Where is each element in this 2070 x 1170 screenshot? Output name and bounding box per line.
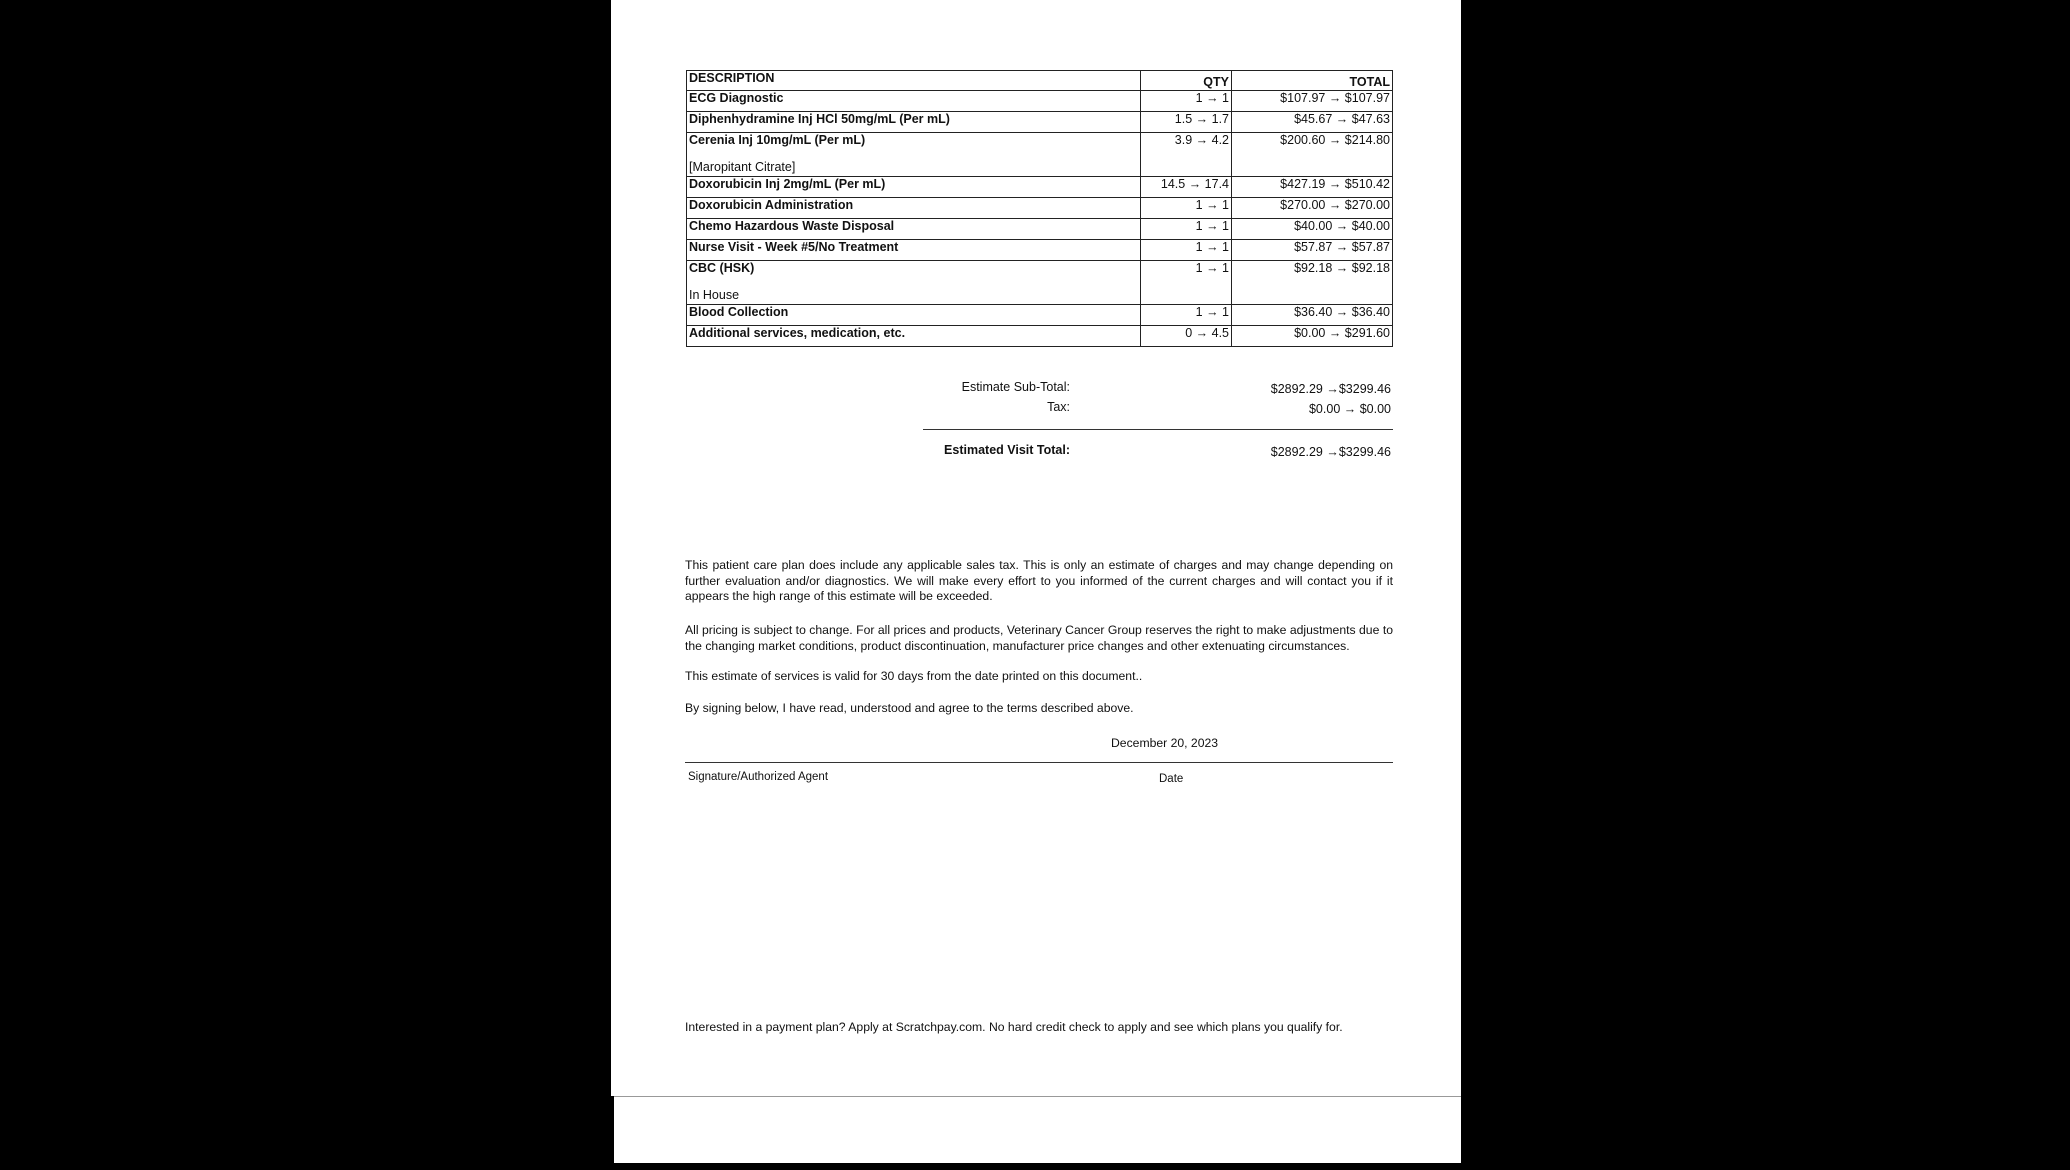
row-description [687,112,1141,133]
row-qty: 14.5 → 17.4 [1141,177,1232,198]
row-description [687,261,1141,305]
table-row [687,305,1393,326]
table-row [687,219,1393,240]
next-page-edge [614,1096,1461,1163]
terms-validity-paragraph: This estimate of services is valid for 30 days from the date printed on this document.. [685,669,1143,683]
signature-line [685,762,1393,763]
row-total: $107.97 → $107.97 [1232,91,1393,112]
row-description [687,177,1141,198]
tax-value: $0.00 → $0.00 [1308,402,1391,416]
item-name: Nurse Visit - Week #5/No Treatment [689,240,899,254]
table-row [687,198,1393,219]
item-name: Blood Collection [689,305,789,319]
terms-tax-paragraph: This patient care plan does include any applicable sales tax. This is only an estimate of charges and may change depending on further evaluation and/or diagnostics. We will make every effort to you informed of the current charges and will contact you if it appears the high range of this estimate will be exceeded. [685,558,1393,603]
table-row [687,326,1393,347]
row-total: $200.60 → $214.80 [1232,133,1393,177]
row-total: $40.00 → $40.00 [1232,219,1393,240]
header-total: TOTAL [1232,71,1393,91]
row-description [687,326,1141,347]
row-description [687,240,1141,261]
item-name: Doxorubicin Administration [689,198,854,212]
row-qty: 1 → 1 [1141,91,1232,112]
subtotal-label: Estimate Sub-Total: [961,380,1070,394]
item-name: CBC (HSK) [689,261,755,275]
row-description [687,133,1141,177]
table-row [687,261,1393,305]
row-description [687,219,1141,240]
row-description [687,305,1141,326]
row-description [687,91,1141,112]
subtotal-value: $2892.29 →$3299.46 [1270,382,1391,396]
payment-plan-note: Interested in a payment plan? Apply at Scratchpay.com. No hard credit check to apply and see which plans you qualify for. [685,1020,1343,1034]
row-qty: 1 → 1 [1141,240,1232,261]
row-qty: 1 → 1 [1141,198,1232,219]
row-qty: 1 → 1 [1141,305,1232,326]
item-name: Chemo Hazardous Waste Disposal [689,219,895,233]
item-name: Cerenia Inj 10mg/mL (Per mL) [689,133,866,147]
row-qty: 1 → 1 [1141,219,1232,240]
item-subtext: [Maropitant Citrate] [689,160,796,174]
terms-pricing-paragraph: All pricing is subject to change. For all prices and products, Veterinary Cancer Group reserves the right to make adjustments due to the changing market conditions, product discontinuation, manufacturer price changes and other extenuating circumstances. [685,623,1393,653]
table-row [687,240,1393,261]
total-label: Estimated Visit Total: [944,443,1070,457]
header-description: DESCRIPTION [687,71,1141,91]
signature-label: Signature/Authorized Agent [688,771,829,783]
row-qty: 3.9 → 4.2 [1141,133,1232,177]
tax-label: Tax: [1047,400,1070,414]
date-label: Date [1159,773,1184,785]
row-total: $57.87 → $57.87 [1232,240,1393,261]
row-qty: 0 → 4.5 [1141,326,1232,347]
item-name: Additional services, medication, etc. [689,326,906,340]
row-total: $36.40 → $36.40 [1232,305,1393,326]
estimate-table [686,70,1393,347]
table-header-row [687,71,1393,91]
table-row [687,133,1393,177]
row-total: $45.67 → $47.63 [1232,112,1393,133]
item-name: ECG Diagnostic [689,91,784,105]
terms-agreement-paragraph: By signing below, I have read, understood and agree to the terms described above. [685,701,1134,715]
table-row [687,112,1393,133]
row-total: $92.18 → $92.18 [1232,261,1393,305]
row-total: $270.00 → $270.00 [1232,198,1393,219]
row-qty: 1 → 1 [1141,261,1232,305]
table-row [687,91,1393,112]
summary-divider [923,429,1393,430]
row-description [687,198,1141,219]
signed-date: December 20, 2023 [1111,736,1219,750]
item-name: Diphenhydramine Inj HCl 50mg/mL (Per mL) [689,112,950,126]
row-total: $0.00 → $291.60 [1232,326,1393,347]
item-name: Doxorubicin Inj 2mg/mL (Per mL) [689,177,886,191]
item-subtext: In House [689,288,740,302]
table-row [687,177,1393,198]
row-total: $427.19 → $510.42 [1232,177,1393,198]
total-value: $2892.29 →$3299.46 [1270,445,1391,459]
row-qty: 1.5 → 1.7 [1141,112,1232,133]
header-qty: QTY [1141,71,1232,91]
